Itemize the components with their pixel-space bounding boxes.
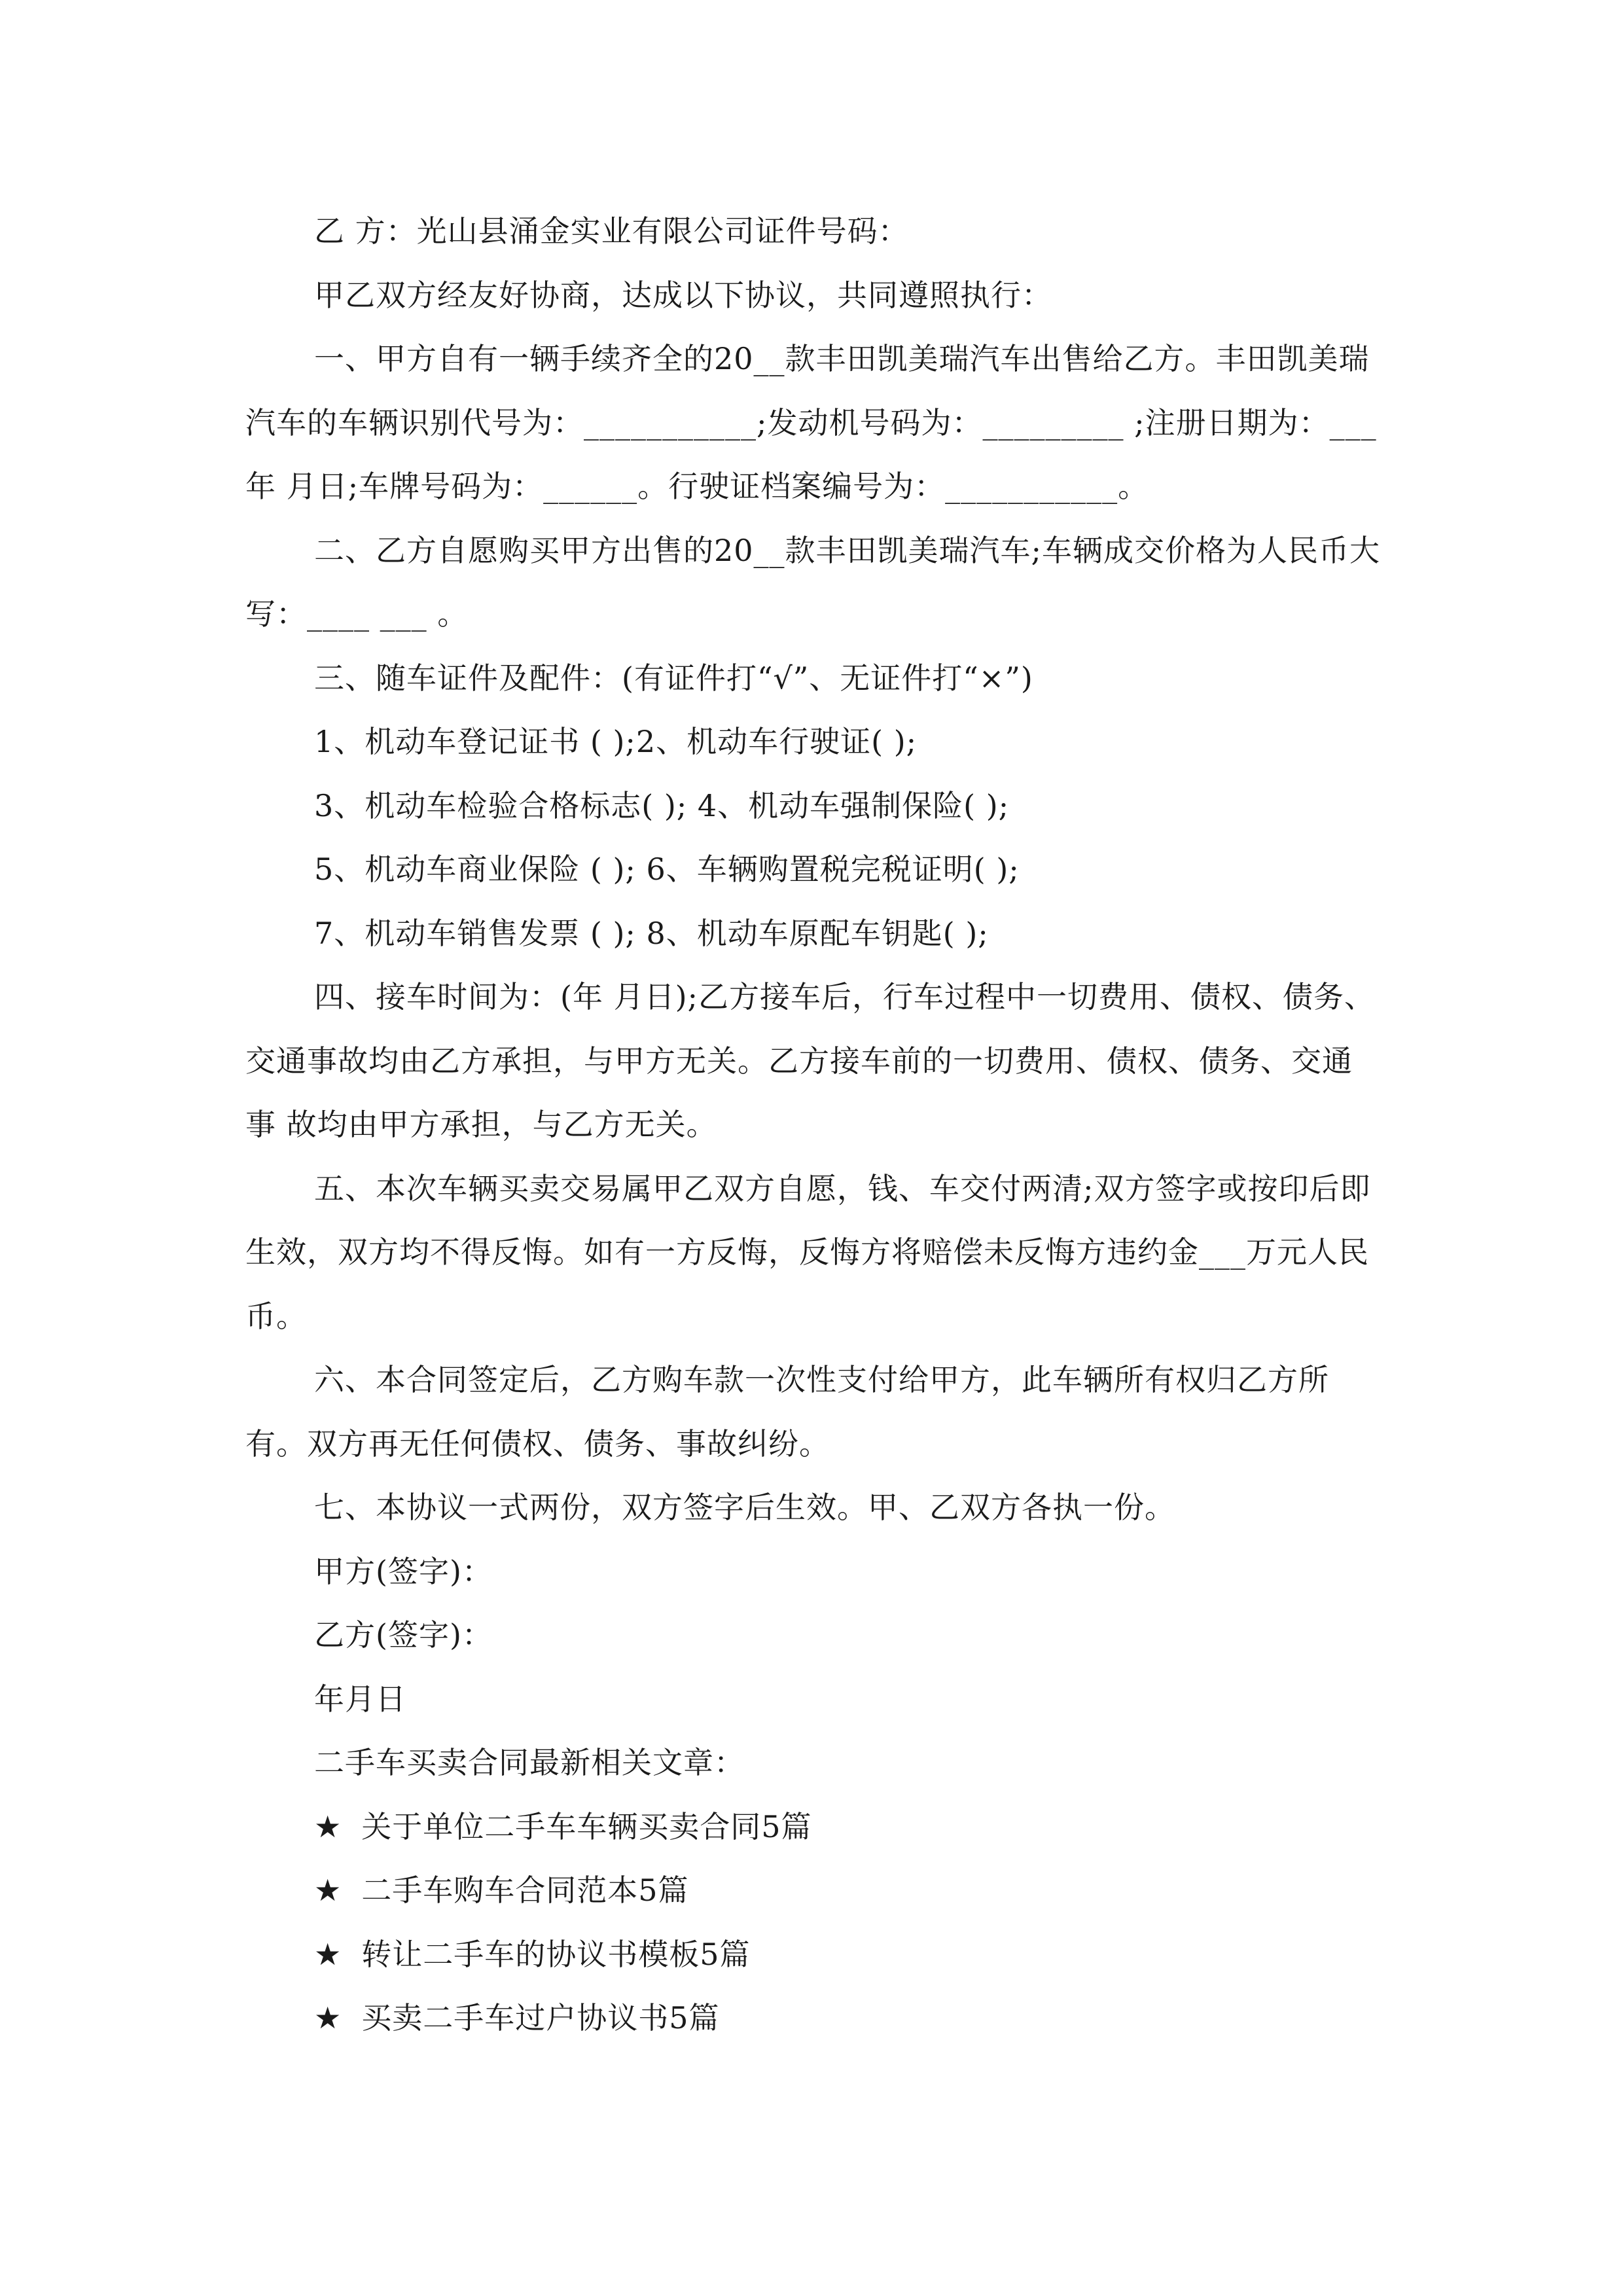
- related-link-label: 关于单位二手车车辆买卖合同5篇: [361, 1808, 812, 1844]
- agreement-intro: 甲乙双方经友好协商，达成以下协议，共同遵照执行：: [314, 277, 1052, 313]
- clause-7: 七、本协议一式两份，双方签字后生效。甲、乙双方各执一份。: [314, 1490, 1175, 1525]
- related-link-4[interactable]: [245, 1986, 1381, 2051]
- clause-1: 一、甲方自有一辆手续齐全的20__款丰田凯美瑞汽车出售给乙方。丰田凯美瑞汽车的车辆识别代号为：___________;发动机号码为：_________ ;注册日期为：___年 月日;车牌号码为：______。行驶证档案编号为：___________。: [245, 341, 1377, 504]
- related-heading: 二手车买卖合同最新相关文章：: [314, 1745, 745, 1780]
- document-item-7-8: 7、机动车销售发票 ( ); 8、机动车原配车钥匙( );: [314, 915, 989, 951]
- star-icon: ★: [314, 1808, 342, 1844]
- related-link-3[interactable]: [245, 1923, 1381, 1987]
- document-item-1-2: 1、机动车登记证书 ( );2、机动车行驶证( );: [314, 724, 918, 759]
- related-list: [245, 1795, 1381, 2051]
- date-line: 年月日: [314, 1681, 406, 1717]
- star-icon: ★: [314, 1936, 342, 1972]
- clause-3: 三、随车证件及配件：(有证件打“√”、无证件打“×”): [314, 660, 1033, 696]
- party-b-signature: 乙方(签字)：: [314, 1617, 493, 1653]
- party-b-line: 乙 方：光山县涌金实业有限公司证件号码：: [314, 213, 909, 249]
- related-link-label: 买卖二手车过户协议书5篇: [361, 2000, 720, 2036]
- clause-2: 二、乙方自愿购买甲方出售的20__款丰田凯美瑞汽车;车辆成交价格为人民币大写：____ ___ 。: [245, 532, 1381, 632]
- party-a-signature: 甲方(签字)：: [314, 1553, 493, 1589]
- related-link-2[interactable]: [245, 1859, 1381, 1923]
- related-link-1[interactable]: [245, 1795, 1381, 1859]
- star-icon: ★: [314, 2000, 342, 2036]
- document-item-5-6: 5、机动车商业保险 ( ); 6、车辆购置税完税证明( );: [314, 852, 1020, 887]
- clause-6: 六、本合同签定后，乙方购车款一次性支付给甲方，此车辆所有权归乙方所有。双方再无任何债权、债务、事故纠纷。: [245, 1362, 1329, 1462]
- related-link-label: 二手车购车合同范本5篇: [361, 1873, 689, 1908]
- clause-4: 四、接车时间为：(年 月日);乙方接车后，行车过程中一切费用、债权、债务、交通事故均由乙方承担，与甲方无关。乙方接车前的一切费用、债权、债务、交通事 故均由甲方承担，与乙方无关。: [245, 979, 1376, 1142]
- clause-5: 五、本次车辆买卖交易属甲乙双方自愿，钱、车交付两清;双方签字或按印后即生效，双方均不得反悔。如有一方反悔，反悔方将赔偿未反悔方违约金___万元人民币。: [245, 1170, 1371, 1334]
- document-page: [245, 200, 1381, 2051]
- star-icon: ★: [314, 1873, 342, 1908]
- document-item-3-4: 3、机动车检验合格标志( ); 4、机动车强制保险( );: [314, 787, 1010, 823]
- related-link-label: 转让二手车的协议书模板5篇: [361, 1936, 751, 1972]
